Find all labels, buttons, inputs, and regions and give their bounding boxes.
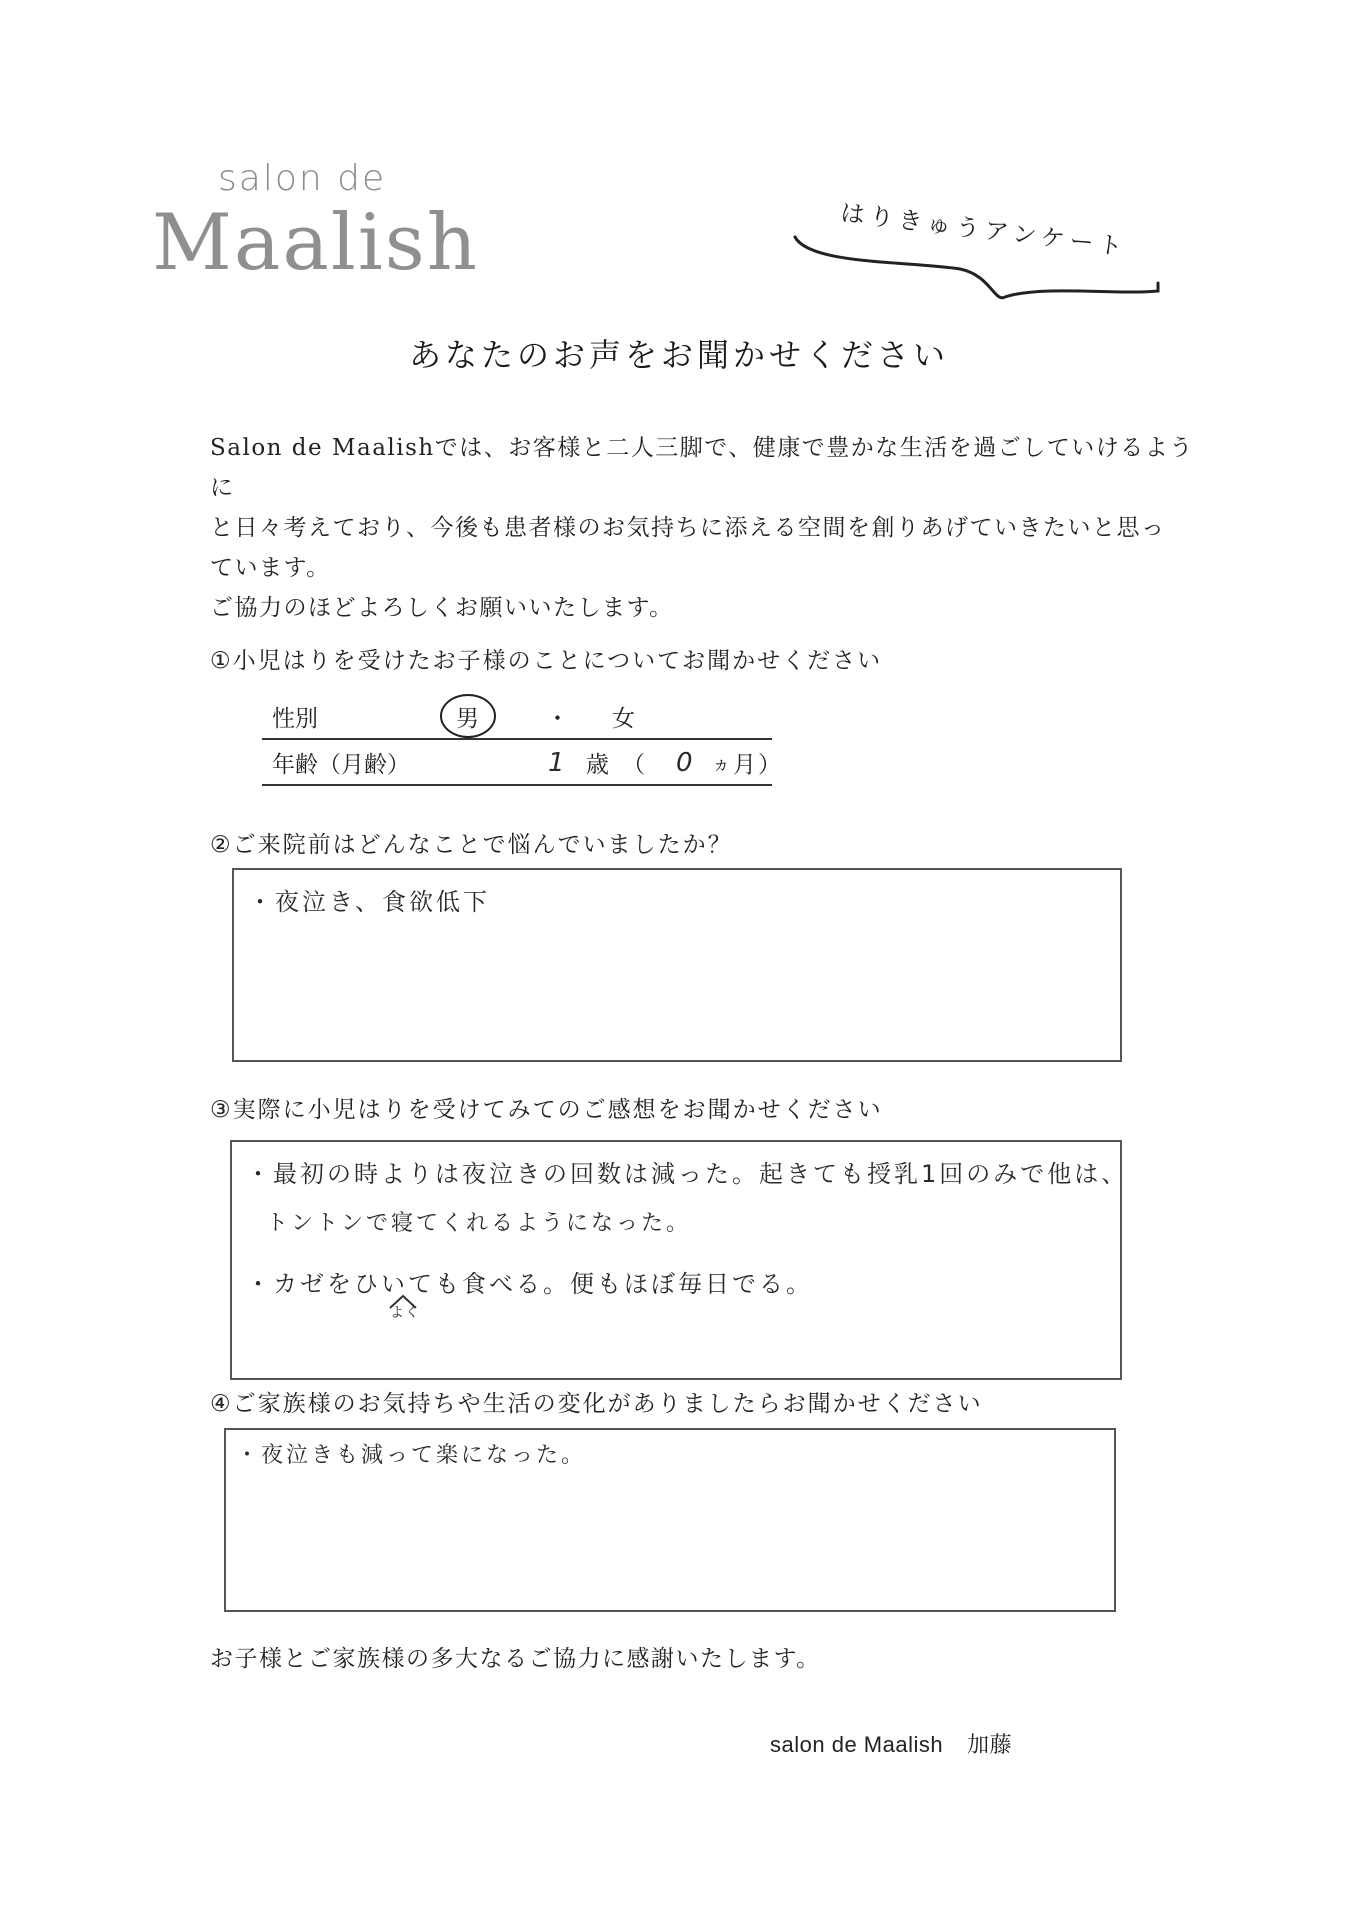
signature-name: 加藤 — [967, 1732, 1013, 1757]
gender-label: 性別 — [272, 706, 318, 732]
age-paren-close: ） — [758, 752, 781, 778]
signature-salon: salon de Maalish — [770, 1732, 944, 1757]
page-title: あなたのお声をお聞かせください — [408, 336, 949, 374]
age-months-value[interactable]: 0 — [676, 748, 693, 778]
intro-line: ています。 — [210, 555, 331, 581]
question-2-title: ②ご来院前はどんなことで悩んでいましたか？ — [210, 832, 733, 858]
age-row-rule — [262, 784, 772, 786]
gender-option-male[interactable]: 男 — [456, 706, 479, 732]
gender-separator: ・ — [546, 706, 569, 732]
intro-line: と日々考えており、今後も患者様のお気持ちに添える空間を創りあげていきたいと思っ — [210, 515, 1166, 541]
age-years-unit: 歳 — [586, 752, 609, 778]
question-3-answer-line: ・最初の時よりは夜泣きの回数は減った。起きても授乳1回のみで他は、 — [246, 1160, 1129, 1188]
logo-maalish: Maalish — [152, 198, 480, 288]
question-4-answer: ・夜泣きも減って楽になった。 — [236, 1443, 587, 1468]
intro-text — [210, 428, 1210, 628]
question-3-answer-line: ・カゼをひいても食べる。便もほぼ毎日でる。 — [246, 1270, 813, 1298]
age-label: 年齢（月齢） — [272, 752, 410, 778]
question-2-answer: ・夜泣き、食欲低下 — [248, 888, 491, 916]
intro-line: Salon de Maalishでは、お客様と二人三脚で、健康で豊かな生活を過ごしていけるように — [210, 435, 1194, 501]
logo-salon-de: salon de — [218, 158, 387, 199]
age-months-counter: ヵ — [712, 754, 730, 775]
survey-tag: はりきゅうアンケート — [839, 198, 1129, 262]
question-4-title: ④ご家族様のお気持ちや生活の変化がありましたらお聞かせください — [210, 1391, 983, 1417]
age-paren-open: （ — [622, 752, 645, 778]
question-3-insert-note: よく — [390, 1305, 420, 1321]
question-3-answer-line: トントンで寝てくれるようになった。 — [266, 1211, 692, 1236]
survey-tag-underline — [790, 225, 1170, 315]
signature — [770, 1728, 1012, 1759]
question-3-title: ③実際に小児はりを受けてみてのご感想をお聞かせください — [210, 1097, 883, 1123]
gender-option-female[interactable]: 女 — [612, 706, 635, 732]
age-years-value[interactable]: 1 — [548, 748, 565, 778]
intro-line: ご協力のほどよろしくお願いいたします。 — [210, 595, 674, 621]
thanks-text: お子様とご家族様の多大なるご協力に感謝いたします。 — [210, 1646, 821, 1672]
gender-row-rule — [262, 738, 772, 740]
question-1-title: ①小児はりを受けたお子様のことについてお聞かせください — [210, 648, 883, 674]
age-months-unit: 月 — [733, 752, 756, 778]
